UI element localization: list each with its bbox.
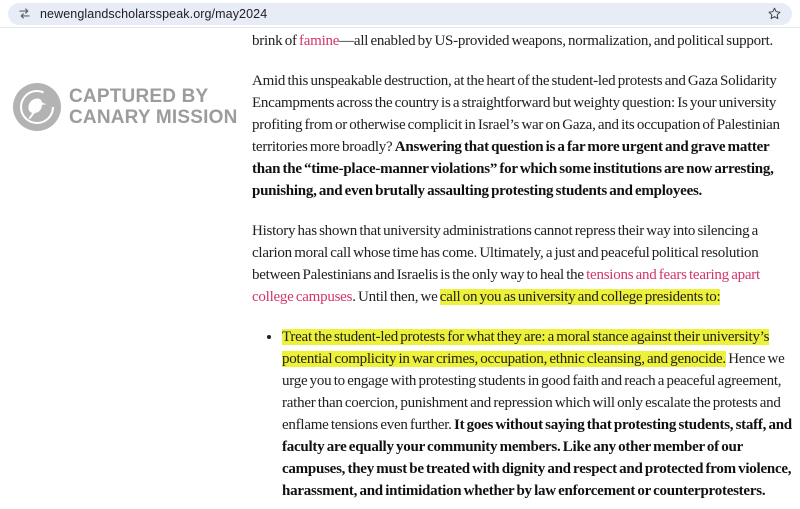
bold-text: It goes without saying that protesting students, staff, and faculty are equally your community members. Like any other member of our campuses, they must be treated with dignity and respect and protected from violence, harassment, and intimidation whether by law enforcement or counterprotesters. [282, 417, 792, 499]
bold-text: Answering that question is a far more urgent and grave matter than the “time-place-manner violations” for which some institutions are now arresting, punishing, and even brutally assaulting protesting students and employees. [252, 139, 774, 199]
paragraph-famine [252, 30, 796, 52]
watermark-text [69, 86, 238, 128]
watermark-line2: CANARY MISSION [69, 107, 238, 128]
article-text [252, 30, 796, 502]
watermark-line1: CAPTURED BY [69, 86, 209, 107]
site-settings-icon[interactable] [18, 7, 31, 20]
inline-link[interactable]: tensions and fears tearing apart college campuses [252, 267, 760, 305]
inline-link[interactable]: famine [299, 33, 340, 49]
text-run: Amid this unspeakable destruction, at the heart of the student-led protests and Gaza Solidarity Encampments across the country is a straightforward but weighty question: Is your university profiting from or otherwise complicit in Israel’s war on Gaza, and its occupation of Palestinian territories more broadly? [252, 73, 780, 155]
text-run: . Until then, we [352, 289, 440, 305]
text-run: Hence we urge you to engage with protesting students in good faith and reach a peaceful agreement, rather than coercion, punishment and repression which will only escalate the protests and enflame tensions even further. [282, 351, 785, 433]
address-bar[interactable] [8, 3, 792, 25]
highlighted-text: call on you as university and college presidents to: [439, 289, 721, 305]
list-item-treat-protests [282, 326, 796, 502]
canary-mission-watermark [13, 83, 238, 131]
text-run: —all enabled by US-provided weapons, normalization, and political support. [339, 33, 774, 49]
url-text: newenglandscholarsspeak.org/may2024 [40, 6, 268, 21]
paragraph-history [252, 220, 796, 308]
text-run: History has shown that university administrations cannot repress their way into silencing a clarion moral call whose time has come. Ultimately, a just and peaceful political resolution between Palestinians and Israelis is the only way to heal the [252, 223, 759, 283]
bookmark-star-icon[interactable] [767, 6, 782, 21]
paragraph-amid-destruction [252, 70, 796, 202]
demands-list [252, 326, 796, 502]
canary-bird-icon [13, 83, 61, 131]
text-run: brink of [252, 33, 300, 49]
highlighted-text: Treat the student-led protests for what they are: a moral stance against their university’s potential complicity in war crimes, occupation, ethnic cleansing, and genocide. [282, 329, 770, 367]
browser-toolbar [0, 0, 800, 28]
